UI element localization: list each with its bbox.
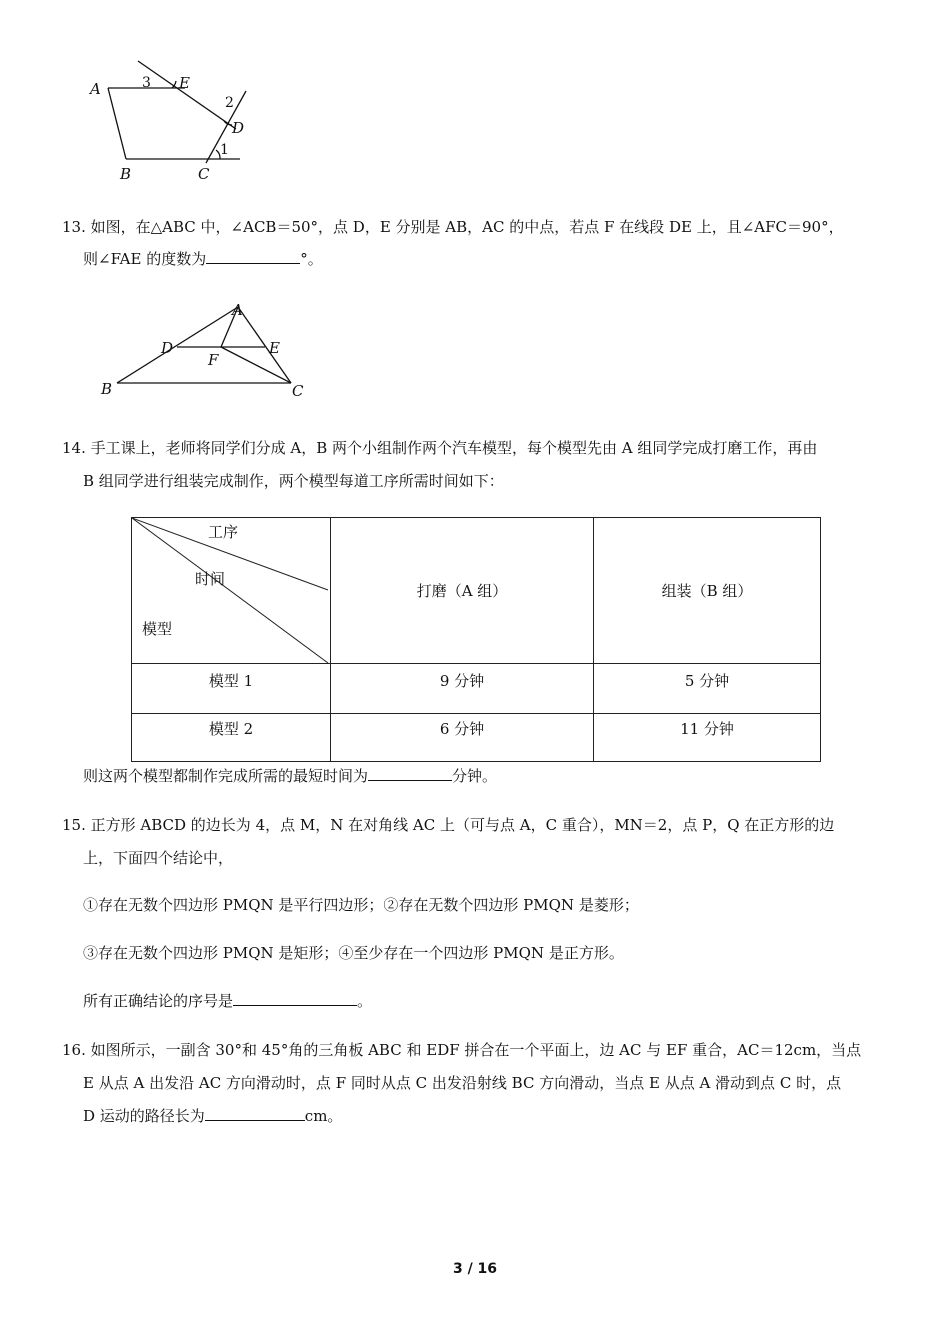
label-c: C (198, 165, 210, 183)
q15-answer-blank[interactable] (233, 991, 357, 1006)
label-b: B (101, 380, 113, 398)
label-3: 3 (142, 75, 151, 91)
row-1-polish: 9 分钟 (331, 664, 594, 714)
q13-prompt: 则∠FAE 的度数为 (83, 250, 207, 268)
q14-answer-line (83, 766, 497, 786)
segment-ab (108, 88, 126, 159)
header-polish: 打磨（A 组） (331, 518, 594, 664)
q16-prompt: D 运动的路径长为 (83, 1107, 205, 1125)
q15-line-2: 上，下面四个结论中， (83, 849, 234, 867)
segment-fc (221, 347, 291, 383)
table-row (132, 664, 821, 714)
label-e: E (269, 339, 280, 357)
q15-prompt: 所有正确结论的序号是 (83, 992, 234, 1010)
q13-line-1: 13. 如图，在△ABC 中，∠ACB＝50°，点 D，E 分别是 AB，AC 的中点，若点 F 在线段 DE 上，且∠AFC＝90°， (62, 218, 844, 236)
segment-ab (117, 307, 238, 383)
row-1-assemble: 5 分钟 (594, 664, 821, 714)
q14-line-2: B 组同学进行组装完成制作，两个模型每道工序所需时间如下： (83, 472, 504, 490)
line-through-e (138, 61, 236, 129)
q15-options-3-4: ③存在无数个四边形 PMQN 是矩形；④至少存在一个四边形 PMQN 是正方形。 (83, 944, 624, 962)
corner-label-time: 时间 (195, 570, 226, 588)
corner-label-model: 模型 (142, 620, 173, 638)
quadrilateral-figure (80, 55, 260, 190)
q13-answer-blank[interactable] (206, 249, 300, 264)
q14-answer-blank[interactable] (368, 766, 452, 781)
label-c: C (292, 382, 304, 400)
table-row (132, 714, 821, 762)
row-2-polish: 6 分钟 (331, 714, 594, 762)
q16-unit: cm。 (304, 1107, 343, 1125)
label-d: D (161, 339, 174, 357)
process-time-table (131, 517, 821, 762)
label-1: 1 (220, 142, 229, 158)
q16-line-2: E 从点 A 出发沿 AC 方向滑动时，点 F 同时从点 C 出发沿射线 BC 方向滑动，当点 E 从点 A 滑动到点 C 时，点 (83, 1074, 842, 1092)
q13-line-2 (83, 249, 323, 269)
corner-label-process: 工序 (208, 523, 239, 541)
row-1-model: 模型 1 (132, 664, 331, 714)
q16-line-3 (83, 1106, 342, 1126)
q15-end: 。 (357, 992, 373, 1010)
q15-line-1: 15. 正方形 ABCD 的边长为 4，点 M，N 在对角线 AC 上（可与点 A，C 重合），MN＝2，点 P，Q 在正方形的边 (62, 816, 835, 834)
q13-unit: °。 (300, 250, 323, 268)
segment-ac (238, 307, 291, 383)
label-e: E (179, 74, 190, 92)
q16-line-1: 16. 如图所示，一副含 30°和 45°角的三角板 ABC 和 EDF 拼合在一个平面上，边 AC 与 EF 重合，AC＝12cm，当点 (62, 1041, 862, 1059)
q14-line-1: 14. 手工课上，老师将同学们分成 A，B 两个小组制作两个汽车模型，每个模型先由 A 组同学完成打磨工作，再由 (62, 439, 818, 457)
label-f: F (208, 351, 219, 369)
q15-options-1-2: ①存在无数个四边形 PMQN 是平行四边形；②存在无数个四边形 PMQN 是菱形； (83, 896, 639, 914)
page-number: 3 / 16 (452, 1261, 498, 1277)
row-2-assemble: 11 分钟 (594, 714, 821, 762)
header-assemble: 组装（B 组） (594, 518, 821, 664)
q14-prompt: 则这两个模型都制作完成所需的最短时间为 (83, 767, 369, 785)
label-b: B (120, 165, 132, 183)
label-a: A (232, 301, 243, 319)
table-corner-cell (132, 518, 331, 664)
triangle-figure (95, 295, 320, 405)
row-2-model: 模型 2 (132, 714, 331, 762)
q15-answer-line (83, 991, 372, 1011)
label-d: D (232, 119, 245, 137)
label-2: 2 (225, 95, 234, 111)
label-a: A (90, 80, 101, 98)
q16-answer-blank[interactable] (205, 1106, 305, 1121)
q14-unit: 分钟。 (452, 767, 498, 785)
